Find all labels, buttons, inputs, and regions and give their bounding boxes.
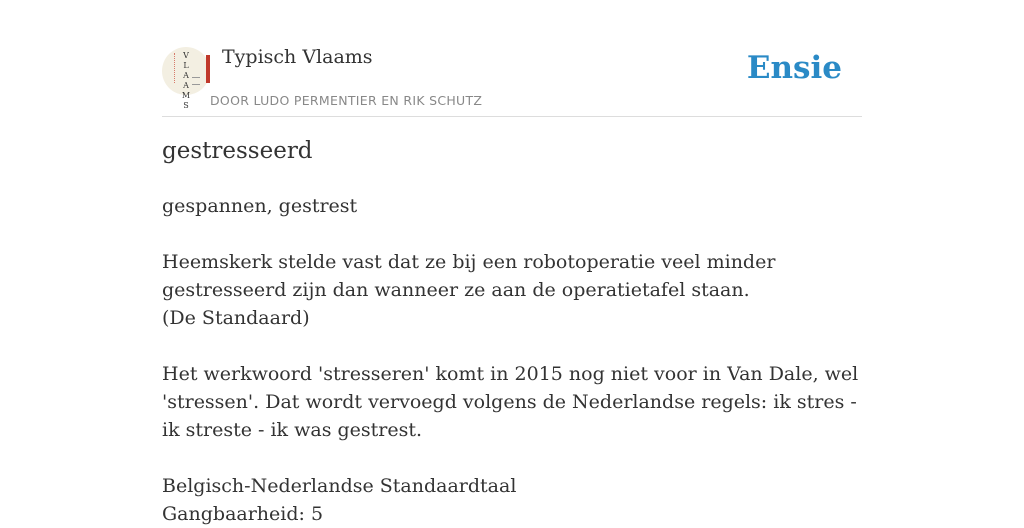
avatar[interactable] [162,47,210,110]
authors-byline: DOOR LUDO PERMENTIER EN RIK SCHUTZ [210,93,483,108]
entry-source: (De Standaard) [162,307,310,329]
spacer [162,444,872,472]
site-name-link[interactable]: Typisch Vlaams [222,46,373,68]
entry-usage: Gangbaarheid: 5 [162,503,324,525]
entry-category: Belgisch-Nederlandse Standaardtaal [162,475,517,497]
entry-title: gestresseerd [162,138,313,164]
entry-content [162,192,872,528]
entry-example: Heemskerk stelde vast dat ze bij een robotoperatie veel minder gestresseerd zijn dan wanneer ze aan de operatietafel staan. [162,251,776,301]
avatar-logo-text: V L A A M S [181,51,191,110]
avatar-stripe [206,55,210,83]
entry-definition: gespannen, gestrest [162,195,358,217]
spacer [162,332,872,360]
entry-note: Het werkwoord 'stresseren' komt in 2015 nog niet voor in Van Dale, wel 'stressen'. Dat wordt vervoegd volgens de Nederlandse regels: ik stres - ik streste - ik was gestrest. [162,363,859,441]
site-header [162,0,862,117]
avatar-decoration [174,53,181,83]
ensie-logo[interactable]: Ensie [746,50,842,86]
avatar-decoration-lines [192,77,200,85]
spacer [162,220,872,248]
